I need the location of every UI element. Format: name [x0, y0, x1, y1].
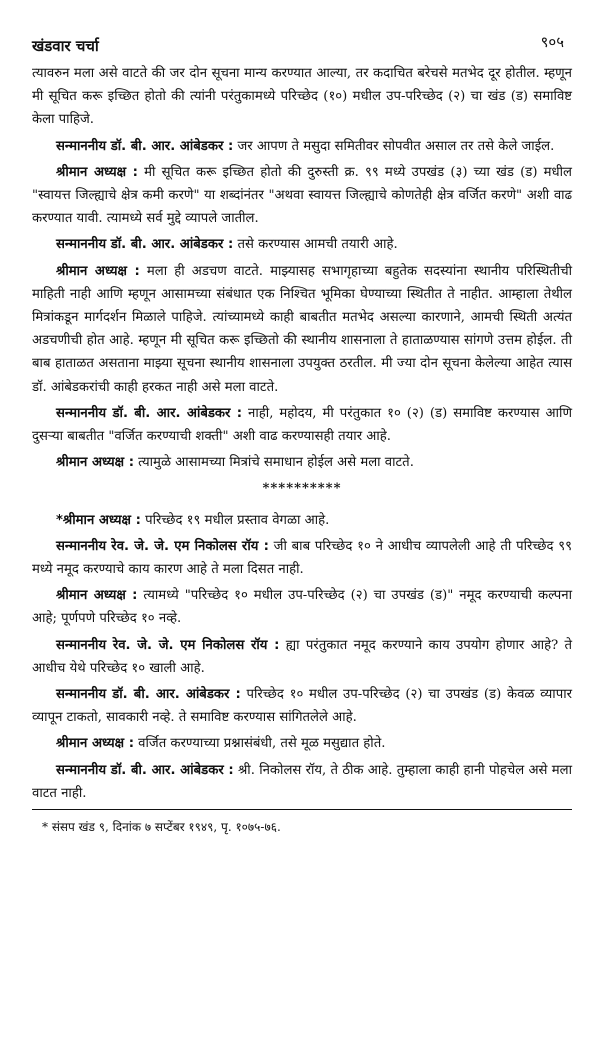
paragraph: [32, 233, 572, 256]
speaker-name: श्रीमान अध्यक्ष :: [56, 588, 138, 604]
paragraph-text: परिच्छेद १९ मधील प्रस्ताव वेगळा आहे.: [145, 512, 330, 528]
paragraph-text: त्यावरुन मला असे वाटते की जर दोन सूचना मान्य करण्यात आल्या, तर कदाचित बरेचसे मतभेद दूर होतील. म्हणून मी सूचित करू इच्छित होतो की त्यांनी परंतुकामध्ये परिच्छेद (१०) मधील उप-परिच्छेद (२) चा खंड (ड) समाविष्ट केला पाहिजे.: [32, 66, 572, 128]
footnote: * संसप खंड ९, दिनांक ७ सप्टेंबर १९४९, पृ. १०७५-७६.: [42, 820, 281, 835]
paragraph: [32, 584, 572, 630]
paragraph-text: नाही, महोदय, मी परंतुकात १० (२) (ड) समाविष्ट करण्यास आणि दुसऱ्या बाबतीत "वर्जित करण्याची शक्ती" अशी वाढ करण्यासही तयार आहे.: [32, 405, 572, 445]
paragraph: [32, 683, 572, 729]
paragraph-text: जर आपण ते मसुदा समितीवर सोपवीत असाल तर तसे केले जाईल.: [237, 138, 555, 154]
paragraph: [32, 759, 572, 805]
speaker-name: सन्माननीय रेव. जे. जे. एम निकोलस रॉय :: [56, 637, 280, 653]
paragraph: [32, 62, 572, 132]
paragraph: [32, 135, 572, 158]
speaker-name: *श्रीमान अध्यक्ष :: [56, 512, 141, 528]
paragraph: [32, 634, 572, 680]
speaker-name: श्रीमान अध्यक्ष :: [56, 455, 134, 471]
page-body: [32, 62, 572, 839]
paragraph: [32, 161, 572, 231]
section-separator: **********: [262, 481, 342, 497]
paragraph-text: श्री. निकोलस रॉय, ते ठीक आहे. तुम्हाला काही हानी पोहचेल असे मला वाटत नाही.: [32, 762, 572, 801]
paragraph-text: मला ही अडचण वाटते. माझ्यासह सभागृहाच्या बहुतेक सदस्यांना स्थानीय परिस्थितीची माहिती नाही आणि म्हणून आसामच्या संबंधात एक निश्चित भूमिका घेण्याच्या स्थितीत ते नाहीत. आम्हाला तेथील मित्रांकडून मार्गदर्शन मिळाले पाहिजे. त्यांच्यामध्ये काही बाबतीत मतभेद असल्या कारणाने, आमची स्थिती अत्यंत अडचणीची होत आहे. म्हणून मी सूचित करू इच्छितो की स्थानीय शासनाला ते हाताळण्यास सांगणे उत्तम होईल. ती बाब हाताळत असताना माझ्या सूचना स्थानीय शासनाला उपयुक्त ठरतील. मी ज्या दोन सूचना केलेल्या आहेत त्यास डॉ. आंबेडकरांची काही हरकत नाही असे मला वाटते.: [32, 263, 572, 395]
paragraph-text: त्यामध्ये "परिच्छेद १० मधील उप-परिच्छेद (२) चा उपखंड (ड)" नमूद करण्याची कल्पना आहे; पूर्णपणे परिच्छेद १० नव्हे.: [32, 588, 572, 627]
paragraph-text: मी सूचित करू इच्छित होतो की दुरुस्ती क्र. ९९ मध्ये उपखंड (३) च्या खंड (ड) मधील "स्वायत्त जिल्ह्याचे क्षेत्र कमी करणे" या शब्दांनंतर "अथवा स्वायत्त जिल्ह्याचे कोणतेही क्षेत्र वर्जित करणे" अशी वाढ करण्यात यावी. त्यामध्ये सर्व मुद्दे व्यापले जातील.: [32, 164, 572, 227]
speaker-name: सन्माननीय डॉ. बी. आर. आंबेडकर :: [56, 237, 234, 253]
running-head: खंडवार चर्चा: [32, 37, 99, 55]
paragraph-text: ह्या परंतुकात नमूद करण्याने काय उपयोग होणार आहे? ते आधीच येथे परिच्छेद १० खाली आहे.: [32, 637, 572, 676]
paragraph-text: तसे करण्यास आमची तयारी आहे.: [237, 237, 398, 253]
speaker-name: सन्माननीय डॉ. बी. आर. आंबेडकर :: [56, 405, 243, 421]
speaker-name: सन्माननीय डॉ. बी. आर. आंबेडकर :: [56, 138, 234, 154]
speaker-name: सन्माननीय रेव. जे. जे. एम निकोलस रॉय :: [56, 538, 269, 554]
paragraph-text: परिच्छेद १० मधील उप-परिच्छेद (२) चा उपखंड (ड) केवळ व्यापार व्यापून टाकतो, सावकारी नव्हे. ते समाविष्ट करण्यास सांगितलेले आहे.: [32, 687, 572, 726]
speaker-name: श्रीमान अध्यक्ष :: [56, 736, 134, 752]
speaker-name: सन्माननीय डॉ. बी. आर. आंबेडकर :: [56, 687, 241, 703]
speaker-name: श्रीमान अध्यक्ष :: [56, 263, 140, 279]
paragraph: [32, 260, 572, 399]
footnote-divider: [32, 809, 572, 810]
speaker-name: श्रीमान अध्यक्ष :: [56, 164, 138, 180]
page-header: [32, 33, 572, 62]
paragraph-text: वर्जित करण्याच्या प्रश्नासंबंधी, तसे मूळ मसुद्यात होते.: [138, 736, 386, 752]
paragraph: [32, 535, 572, 581]
paragraph: [32, 402, 572, 448]
paragraph-text: जी बाब परिच्छेद १० ने आधीच व्यापलेली आहे ती परिच्छेद ९९ मध्ये नमूद करण्याचे काय कारण आहे ते मला दिसत नाही.: [32, 538, 572, 578]
paragraph-text: त्यामुळे आसामच्या मित्रांचे समाधान होईल असे मला वाटते.: [138, 455, 414, 471]
page-number: ९०५: [540, 33, 564, 51]
paragraph: [32, 732, 572, 755]
paragraph: [32, 451, 572, 474]
speaker-name: सन्माननीय डॉ. बी. आर. आंबेडकर :: [56, 762, 234, 778]
paragraph: [32, 509, 572, 532]
